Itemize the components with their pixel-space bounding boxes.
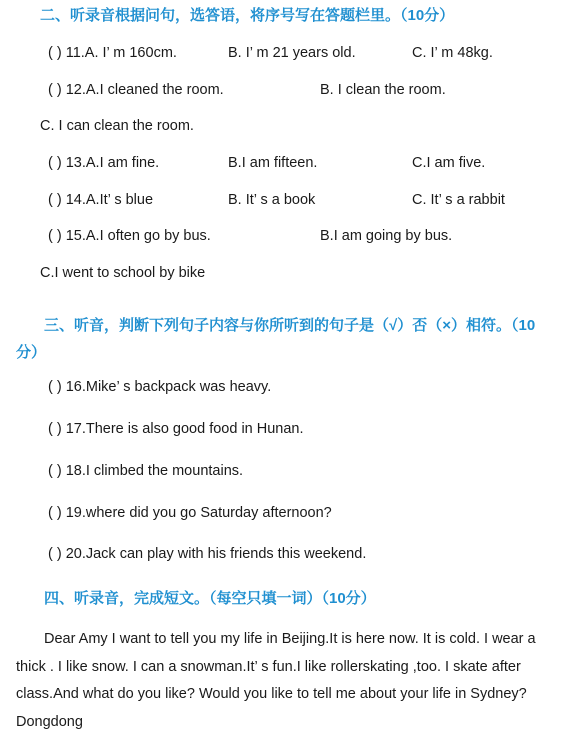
q15-option-c: C.I went to school by bike <box>40 265 206 281</box>
q11-option-c: C. I’ m 48kg. <box>412 45 493 61</box>
q12-option-c: C. I can clean the room. <box>40 118 194 134</box>
q12-option-a: ( ) 12.A.I cleaned the room. <box>48 82 224 98</box>
q12-option-b: B. I clean the room. <box>320 82 446 98</box>
q14-option-b: B. It’ s a book <box>228 192 316 208</box>
q15-option-a: ( ) 15.A.I often go by bus. <box>48 228 211 244</box>
question-20: ( ) 20.Jack can play with his friends this weekend. <box>48 546 367 562</box>
q13-option-a: ( ) 13.A.I am fine. <box>48 155 160 171</box>
q14-option-c: C. It’ s a rabbit <box>412 192 505 208</box>
section3-heading-line2: 分） <box>16 344 47 361</box>
letter-passage: Dear Amy I want to tell you my life in Beijing.It is here now. It is cold. I wear a thick . I like snow. I can a snowman.It’ s fun.I like rollerskating ,too. I skate after class.And what do you like? Would you like to tell me about your life in Sydney? Dongdong <box>16 631 536 730</box>
question-17: ( ) 17.There is also good food in Hunan. <box>48 421 304 437</box>
question-19: ( ) 19.where did you go Saturday afternoon? <box>48 505 332 521</box>
question-18: ( ) 18.I climbed the mountains. <box>48 463 244 479</box>
question-16: ( ) 16.Mike’ s backpack was heavy. <box>48 379 272 395</box>
section3-heading-line1: 三、听音，判断下列句子内容与你所听到的句子是（√）否（×）相符。（10 <box>44 317 536 334</box>
q13-option-b: B.I am fifteen. <box>228 155 318 171</box>
section2-heading: 二、听录音根据问句，选答语，将序号写在答题栏里。（10分） <box>40 7 455 24</box>
q11-option-a: ( ) 11.A. I’ m 160cm. <box>48 45 177 61</box>
q11-option-b: B. I’ m 21 years old. <box>228 45 356 61</box>
q13-option-c: C.I am five. <box>412 155 486 171</box>
q15-option-b: B.I am going by bus. <box>320 228 453 244</box>
section4-heading: 四、听录音，完成短文。（每空只填一词）（10分） <box>44 590 376 607</box>
q14-option-a: ( ) 14.A.It’ s blue <box>48 192 154 208</box>
